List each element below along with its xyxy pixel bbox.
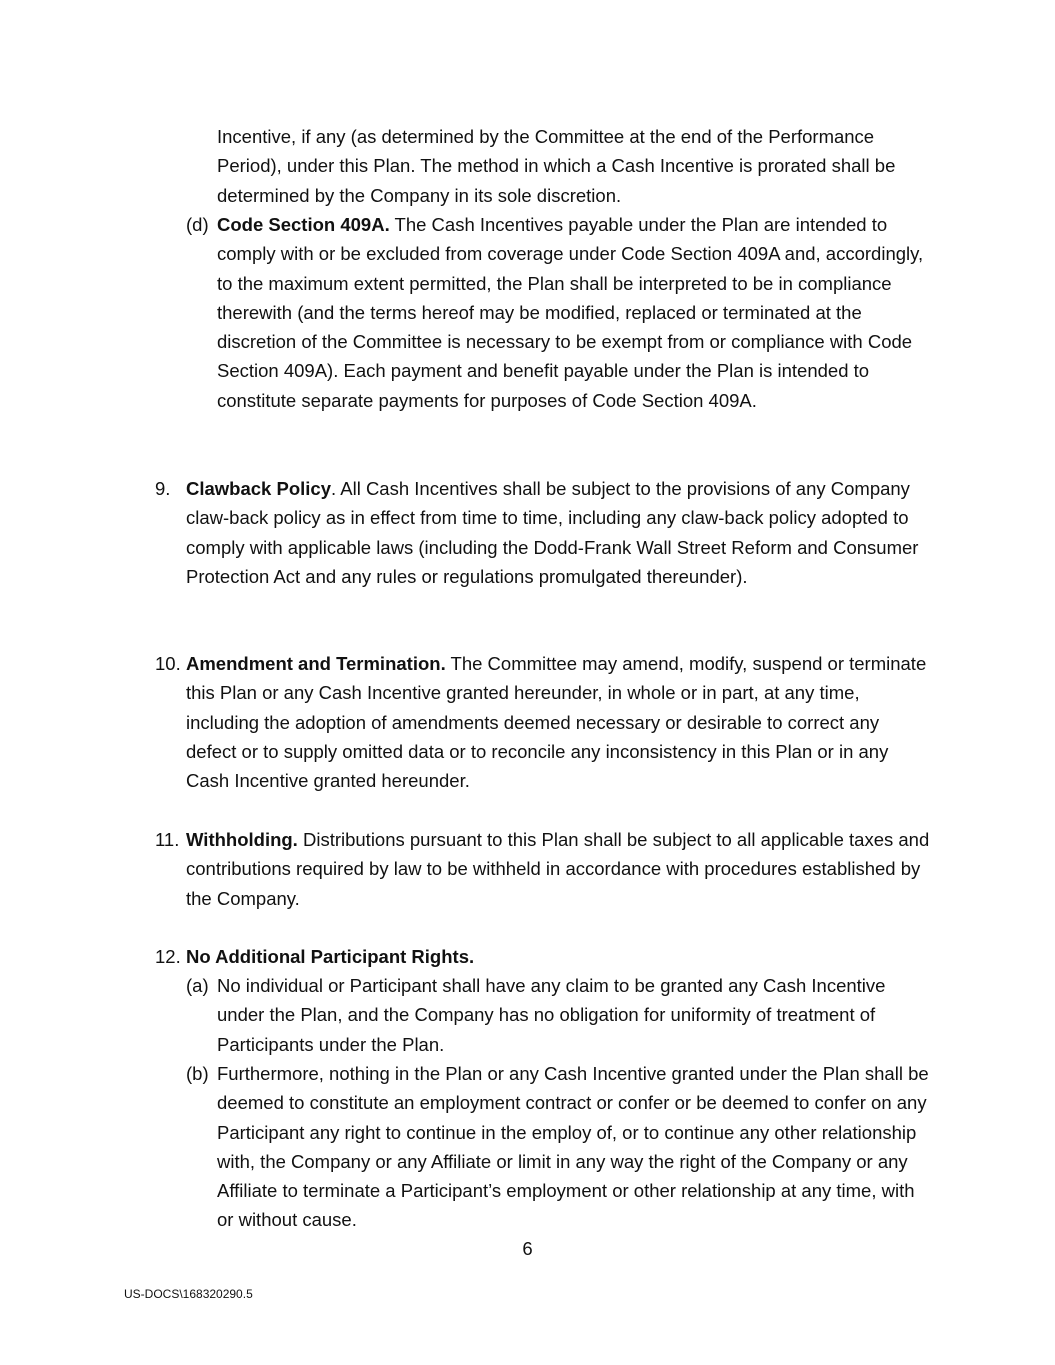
- section-12-item-b-marker: (b): [186, 1063, 209, 1084]
- section-11-paragraph: [186, 825, 934, 913]
- section-10-text: The Committee may amend, modify, suspend or terminate this Plan or any Cash Incentive granted hereunder, in whole or in part, at any time, including the adoption of amendments deemed necessary or desirable to correct any defect or to supply omitted data or to reconcile any inconsistency in this Plan or in any Cash Incentive granted hereunder.: [186, 653, 927, 792]
- section-9-paragraph: [186, 474, 934, 591]
- page-number: 6: [522, 1238, 533, 1259]
- item-d-paragraph: [217, 210, 934, 415]
- section-12-item-b-text: Furthermore, nothing in the Plan or any Cash Incentive granted under the Plan shall be deemed to constitute an employment contract or confer or be deemed to confer on any Participant any right to continue in the employ of, or to continue any other relationship with, the Company or any Affiliate or limit in any way the right of the Company or any Affiliate to terminate a Participant’s employment or other relationship at any time, with or without cause.: [217, 1063, 929, 1231]
- continuation-text: Incentive, if any (as determined by the Committee at the end of the Performance Period), under this Plan. The method in which a Cash Incentive is prorated shall be determined by the Company in its sole discretion.: [217, 126, 896, 206]
- section-9-heading: Clawback Policy: [186, 478, 331, 499]
- item-d-heading: Code Section 409A.: [217, 214, 390, 235]
- section-12-item-a-text: No individual or Participant shall have any claim to be granted any Cash Incentive under the Plan, and the Company has no obligation for uniformity of treatment of Participants under the Plan.: [217, 975, 886, 1055]
- item-d-text: The Cash Incentives payable under the Plan are intended to comply with or be excluded from coverage under Code Section 409A and, accordingly, to the maximum extent permitted, the Plan shall be interpreted to be in compliance therewith (and the terms hereof may be modified, replaced or terminated at the discretion of the Committee is necessary to be exempt from or compliance with Code Section 409A). Each payment and benefit payable under the Plan is intended to constitute separate payments for purposes of Code Section 409A.: [217, 214, 924, 411]
- section-9-marker: 9.: [155, 478, 171, 499]
- section-10-paragraph: [186, 649, 934, 795]
- section-12-item-a-paragraph: [217, 971, 934, 1059]
- section-11-heading: Withholding.: [186, 829, 298, 850]
- section-12-marker: 12.: [155, 946, 181, 967]
- section-12-heading: No Additional Participant Rights.: [186, 946, 475, 967]
- section-10-marker: 10.: [155, 653, 181, 674]
- section-10-heading: Amendment and Termination.: [186, 653, 446, 674]
- continuation-paragraph: [217, 122, 934, 210]
- section-12-item-a-marker: (a): [186, 975, 209, 996]
- section-11-text: Distributions pursuant to this Plan shall be subject to all applicable taxes and contributions required by law to be withheld in accordance with procedures established by the Company.: [186, 829, 930, 909]
- section-9-text: . All Cash Incentives shall be subject to the provisions of any Company claw-back policy as in effect from time to time, including any claw-back policy adopted to comply with applicable laws (including the Dodd-Frank Wall Street Reform and Consumer Protection Act and any rules or regulations promulgated thereunder).: [186, 478, 919, 587]
- item-d-marker: (d): [186, 214, 209, 235]
- section-12-item-b-paragraph: [217, 1059, 934, 1235]
- document-id: US-DOCS\168320290.5: [124, 1287, 253, 1301]
- section-11-marker: 11.: [155, 829, 180, 850]
